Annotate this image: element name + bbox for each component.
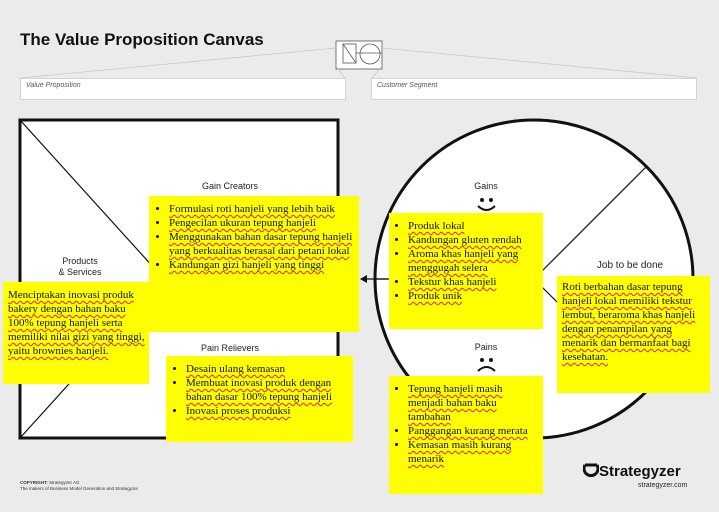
list-item: • Panggangan kurang merata (408, 424, 540, 438)
gain-creators-note[interactable] (149, 196, 359, 332)
pains-note[interactable] (389, 376, 543, 494)
copyright-owner: Strategyzer AG (49, 480, 80, 485)
list-item: • Kandungan gizi hanjeli yang tinggi (169, 258, 355, 272)
list-item: • Membuat inovasi produk dengan bahan dasar 100% tepung hanjeli (186, 376, 349, 404)
brand-url[interactable]: strategyzer.com (638, 482, 688, 489)
page-title: The Value Proposition Canvas (20, 30, 264, 49)
list-item: • Formulasi roti hanjeli yang lebih baik (169, 202, 355, 216)
gains-note[interactable] (389, 213, 543, 329)
list-item: • Produk lokal (408, 219, 540, 233)
list-item: • Desain ulang kemasan (186, 362, 349, 376)
strategyzer-logo[interactable] (583, 463, 681, 480)
copyright-footer (20, 480, 138, 492)
customer-segment-field[interactable]: Customer Segment (371, 78, 697, 100)
list-item: • Kemasan masih kurang menarik (408, 438, 540, 466)
services-label: & Services (58, 267, 102, 277)
products-services-text: Menciptakan inovasi produk bakery dengan bahan baku 100% tepung hanjeli serta memiliki nilai gizi yang tinggi, yaitu brownies hanjeli. (8, 289, 145, 357)
pains-label: Pains (474, 342, 498, 352)
pain-relievers-label: Pain Relievers (200, 343, 260, 353)
products-services-label (40, 256, 120, 278)
footer-tagline: The makers of Business Model Generation and Strategyzer (20, 486, 139, 491)
list-item: • Aroma khas hanjeli yang menggugah selera (408, 247, 540, 275)
gains-label: Gains (474, 181, 498, 191)
gain-creators-label: Gain Creators (201, 181, 259, 191)
value-proposition-field[interactable]: Value Proposition (20, 78, 346, 100)
job-to-be-done-text: Roti berbahan dasar tepung hanjeli lokal memiliki tekstur lembut, beraroma khas hanjeli dengan penampilan yang menarik dan bermanfaat bagi kesehatan. (562, 281, 696, 363)
strategyzer-logo-icon (583, 463, 599, 477)
list-item: • Produk unik (408, 289, 540, 303)
list-item: • Menggunakan bahan dasar tepung hanjeli yang berkualitas berasal dari petani lokal (169, 230, 355, 258)
list-item: • Inovasi proses produksi (186, 404, 349, 418)
copyright-label: COPYRIGHT: (20, 480, 48, 485)
list-item: • Tepung hanjeli masih menjadi bahan baku tambahan (408, 382, 540, 424)
canvas-thumbnail-icon (336, 41, 382, 69)
products-services-note[interactable] (3, 282, 149, 384)
job-to-be-done-label: Job to be done (596, 260, 664, 271)
list-item: • Pengecilan ukuran tepung hanjeli (169, 216, 355, 230)
job-to-be-done-note[interactable] (557, 276, 710, 393)
products-label: Products (62, 256, 98, 266)
list-item: • Tekstur khas hanjeli (408, 275, 540, 289)
brand-name: Strategyzer (599, 463, 681, 480)
list-item: • Kandungan gluten rendah (408, 233, 540, 247)
pain-relievers-note[interactable] (166, 356, 353, 442)
